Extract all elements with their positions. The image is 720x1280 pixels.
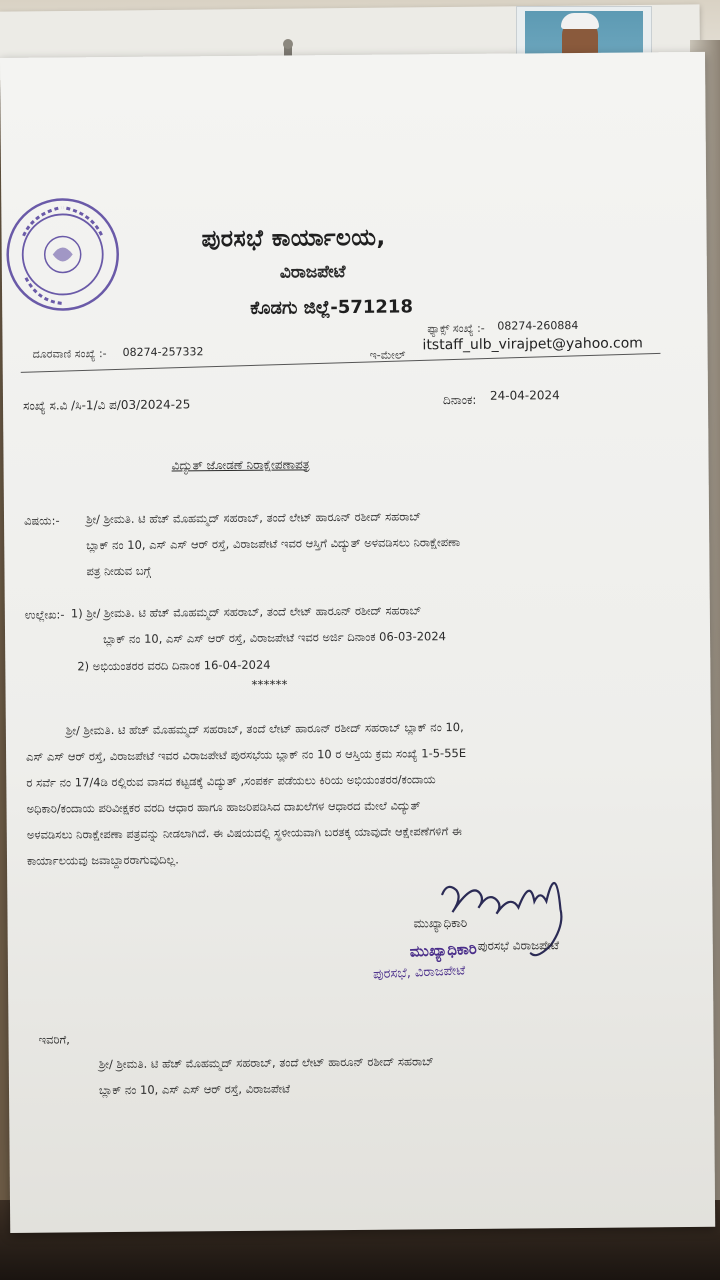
office-seal-icon [3, 195, 122, 314]
signatory-title: ಮುಖ್ಯಾಧಿಕಾರಿ [413, 915, 468, 931]
phone-label: ದೂರವಾಣಿ ಸಂಖ್ಯೆ :- [32, 347, 107, 361]
date-label: ದಿನಾಂಕ: [442, 392, 477, 408]
office-district: ಕೊಡಗು ಜಿಲ್ಲೆ-571218 [250, 296, 414, 319]
fax-label: ಫ್ಯಾಕ್ಸ್ ಸಂಖ್ಯೆ :- [427, 321, 485, 336]
letter-date: 24-04-2024 [489, 388, 560, 403]
subject-line: ಶ್ರೀ/ ಶ್ರೀಮತಿ. ಟಿ ಹೆಚ್ ಮೊಹಮ್ಮದ್ ಸಹರಾಬ್, ತಂದೆ ಲೇಟ್ ಹಾರೂನ್ ರಶೀದ್ ಸಹರಾಬ್ [85, 509, 421, 527]
recipient-line: ಶ್ರೀ/ ಶ್ರೀಮತಿ. ಟಿ ಹೆಚ್ ಮೊಹಮ್ಮದ್ ಸಹರಾಬ್, ತಂದೆ ಲೇಟ್ ಹಾರೂನ್ ರಶೀದ್ ಸಹರಾಬ್ [98, 1054, 434, 1072]
body-paragraph-line: ಅಳವಡಿಸಲು ನಿರಾಕ್ಷೇಪಣಾ ಪತ್ರವನ್ನು ನೀಡಲಾಗಿದೆ. ಈ ವಿಷಯದಲ್ಲಿ ಸ್ಥಳೀಯವಾಗಿ ಬರತಕ್ಕ ಯಾವುದೇ ಆಕ್ಷೇಪಣೆಗಳಿಗೆ ಈ [26, 823, 462, 842]
body-paragraph-line: ಅಧಿಕಾರಿ/ಕಂದಾಯ ಪರಿವೀಕ್ಷಕರ ವರದಿ ಆಧಾರ ಹಾಗೂ ಹಾಜರಿಪಡಿಸಿದ ದಾಖಲೆಗಳ ಆಧಾರದ ಮೇಲೆ ವಿದ್ಯುತ್ [26, 798, 421, 816]
phone-number: 08274-257332 [122, 345, 204, 359]
body-paragraph-line: ಶ್ರೀ/ ಶ್ರೀಮತಿ. ಟಿ ಹೆಚ್ ಮೊಹಮ್ಮದ್ ಸಹರಾಬ್, ತಂದೆ ಲೇಟ್ ಹಾರೂನ್ ರಶೀದ್ ಸಹರಾಬ್ ಬ್ಲಾಕ್ ನಂ 10, [65, 719, 464, 738]
reference-line: 1) ಶ್ರೀ/ ಶ್ರೀಮತಿ. ಟಿ ಹೆಚ್ ಮೊಹಮ್ಮದ್ ಸಹರಾಬ್, ತಂದೆ ಲೇಟ್ ಹಾರೂನ್ ರಶೀದ್ ಸಹರಾಬ್ [70, 603, 422, 621]
reference-label: ಉಲ್ಲೇಖ:- [24, 607, 65, 622]
separator-stars: ****** [251, 677, 288, 692]
signatory-office: ಪುರಸಭೆ ವಿರಾಜಪೇಟೆ [477, 938, 560, 953]
body-paragraph-line: ಕಾರ್ಯಾಲಯವು ಜವಾಬ್ದಾರರಾಗುವುದಿಲ್ಲ. [26, 852, 179, 868]
reference-line: ಬ್ಲಾಕ್ ನಂ 10, ಎಸ್ ಎಸ್ ಆರ್ ರಸ್ತೆ, ವಿರಾಜಪೇಟೆ ಇವರ ಅರ್ಜಿ ದಿನಾಂಕ 06-03-2024 [103, 629, 447, 647]
email-label: ಇ-ಮೇಲ್ [369, 348, 406, 362]
subject-line: ಪತ್ರ ನೀಡುವ ಬಗ್ಗೆ [86, 563, 152, 579]
office-city: ವಿರಾಜಪೇಟೆ [279, 261, 346, 283]
subject-line: ಬ್ಲಾಕ್ ನಂ 10, ಎಸ್ ಎಸ್ ಆರ್ ರಸ್ತೆ, ವಿರಾಜಪೇಟೆ ಇವರ ಆಸ್ತಿಗೆ ವಿದ್ಯುತ್ ಅಳವಡಿಸಲು ನಿರಾಕ್ಷೇಪಣಾ [86, 535, 461, 553]
document-title: ವಿದ್ಯುತ್ ಜೋಡಣೆ ನಿರಾಕ್ಷೇಪಣಾಪತ್ರ [171, 457, 310, 473]
subject-label: ವಿಷಯ:- [23, 513, 60, 528]
email-address: itstaff_ulb_virajpet@yahoo.com [422, 335, 643, 354]
letter-paper [0, 52, 715, 1233]
official-stamp-line: ಪುರಸಭೆ, ವಿರಾಜಪೇಟೆ [372, 963, 466, 983]
official-stamp-line: ಮುಖ್ಯಾಧಿಕಾರಿ [409, 939, 478, 961]
fax-number: 08274-260884 [497, 318, 579, 333]
body-paragraph-line: ಎಸ್ ಎಸ್ ಆರ್ ರಸ್ತೆ, ವಿರಾಜಪೇಟೆ ಇವರ ವಿರಾಜಪೇಟೆ ಪುರಸಭೆಯ ಬ್ಲಾಕ್ ನಂ 10 ರ ಆಸ್ತಿಯ ಕ್ರಮ ಸಂಖ್ಯೆ 1-5-55E [26, 745, 467, 764]
office-title: ಪುರಸಭೆ ಕಾರ್ಯಾಲಯ, [201, 224, 386, 253]
recipient-line: ಬ್ಲಾಕ್ ನಂ 10, ಎಸ್ ಎಸ್ ಆರ್ ರಸ್ತೆ, ವಿರಾಜಪೇಟೆ [98, 1081, 291, 1098]
letterhead-divider [21, 353, 661, 373]
recipient-label: ಇವರಿಗೆ, [38, 1032, 70, 1047]
reference-number: ಸಂಖ್ಯೆ ಸ.ವಿ /ಸಿ-1/ವಿ ಪ/03/2024-25 [22, 397, 191, 413]
reference-line: 2) ಅಭಿಯಂತರರ ವರದಿ ದಿನಾಂಕ 16-04-2024 [77, 657, 271, 674]
body-paragraph-line: ರ ಸರ್ವೆ ನಂ 17/4ಡಿ ರಲ್ಲಿರುವ ವಾಸದ ಕಟ್ಟಡಕ್ಕೆ ವಿದ್ಯುತ್ ,ಸಂಪರ್ಕ ಪಡೆಯಲು ಕಿರಿಯ ಅಭಿಯಂತರರ/ಕಂದಾಯ [26, 772, 436, 790]
